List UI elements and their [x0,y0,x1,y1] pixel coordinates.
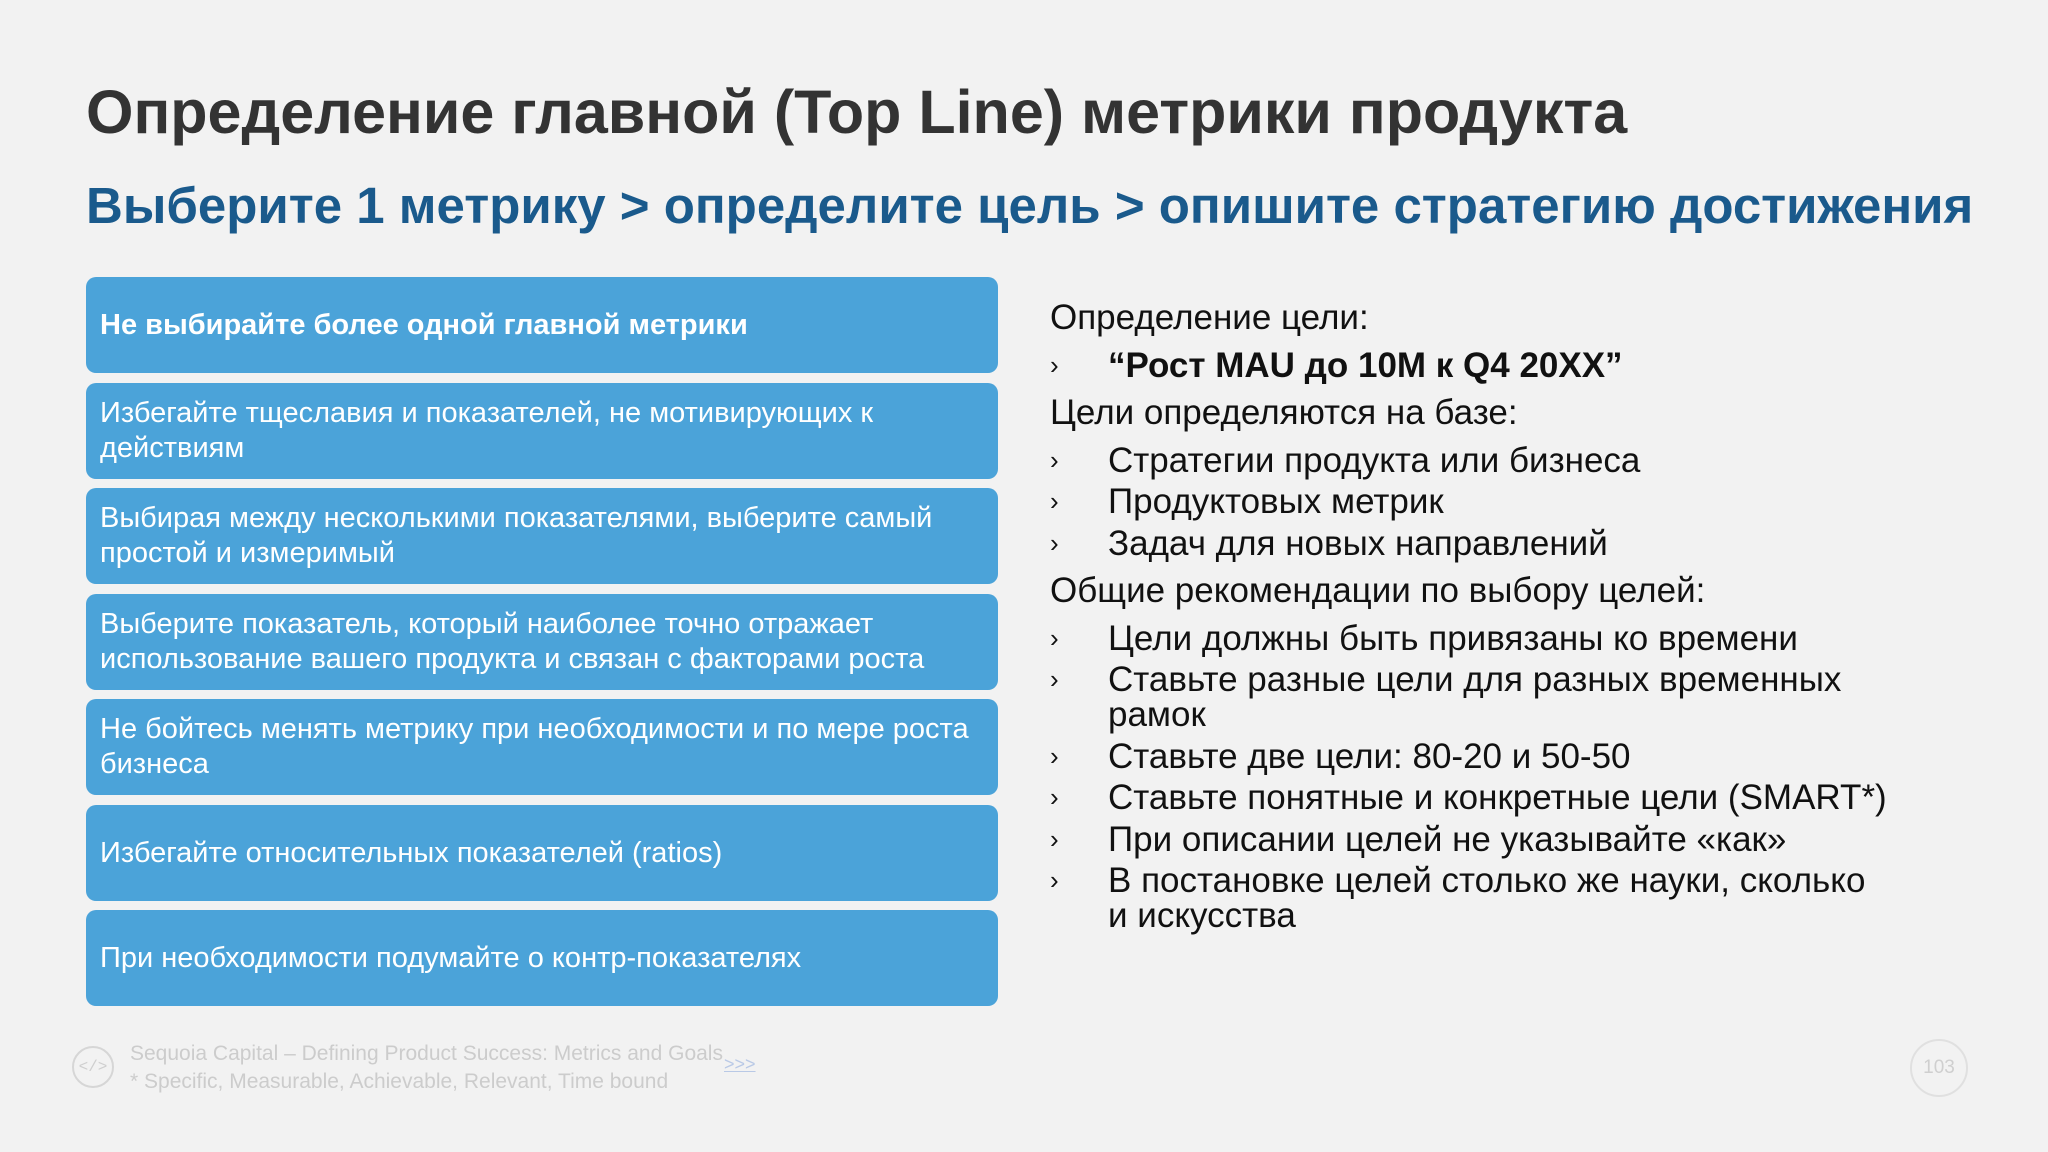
footer-sources [130,1040,723,1096]
chevron-right-icon: › [1050,349,1059,380]
goal-example-item [1050,345,2000,385]
guideline-box-line: Избегайте тщеславия и показателей, не мотивирующих к [100,397,874,429]
guideline-box-line: использование вашего продукта и связан с факторами роста [100,643,925,675]
guideline-box-avoid-ratios [86,805,998,901]
source-link[interactable]: >>> [724,1054,756,1074]
chevron-right-icon: › [1050,782,1059,812]
bullet-text-continued: и искусства [1108,896,1296,935]
guideline-box-counter-metrics [86,910,998,1006]
guideline-box-line: При необходимости подумайте о контр-показателях [100,941,802,974]
chevron-right-icon: › [1050,823,1059,854]
section-heading-goal-definition: Определение цели: [1050,298,1369,337]
bullet-text: Ставьте понятные и конкретные цели (SMART*) [1108,778,1887,817]
bullet-text: Стратегии продукта или бизнеса [1108,440,1641,480]
chevron-right-icon: › [1050,486,1059,516]
guideline-box-line: Не бойтесь менять метрику при необходимости и по мере роста [100,713,969,745]
chevron-right-icon: › [1050,740,1059,771]
bullet-text: При описании целей не указывайте «как» [1108,819,1787,859]
guideline-box-growth-factors [86,594,998,690]
recommendation-item [1050,618,2000,658]
guideline-box-line: Выберите показатель, который наиболее точно отражает [100,608,874,640]
chevron-right-icon: › [1050,444,1059,475]
chevron-right-icon: › [1050,527,1059,558]
basis-item [1050,523,2000,563]
bullet-text: Цели должны быть привязаны ко времени [1108,618,1798,658]
goals-panel [1050,294,2000,940]
guideline-box-simplest-metric [86,488,998,584]
recommendation-item [1050,819,2000,859]
chevron-right-icon: › [1050,865,1059,895]
recommendation-item [1050,780,2000,815]
guideline-box-line: Выбирая между несколькими показателями, выберите самый [100,502,933,534]
page-number: 103 [1910,1039,1968,1097]
basis-item [1050,440,2000,480]
guideline-box-single-metric [86,277,998,373]
page-subtitle: Выберите 1 метрику > определите цель > опишите стратегию достижения [86,177,1974,234]
code-icon: </> [72,1046,114,1088]
guideline-box-avoid-vanity [86,383,998,479]
page-title: Определение главной (Top Line) метрики продукта [86,78,1628,146]
section-heading-goal-basis: Цели определяются на базе: [1050,393,1518,432]
recommendation-item [1050,736,2000,776]
bullet-text: Ставьте разные цели для разных временных [1108,660,1842,699]
bullet-text: В постановке целей столько же науки, сколько [1108,861,1866,900]
source-citation: Sequoia Capital – Defining Product Success: Metrics and Goals [130,1042,723,1065]
guideline-box-line: бизнеса [100,748,209,780]
recommendation-item [1050,863,2000,933]
bullet-text: “Рост MAU до 10M к Q4 20XX” [1108,345,1623,385]
chevron-right-icon: › [1050,622,1059,653]
guideline-box-line: простой и измеримый [100,537,395,569]
bullet-text: Продуктовых метрик [1108,482,1444,521]
smart-footnote: * Specific, Measurable, Achievable, Relevant, Time bound [130,1070,669,1093]
recommendation-item [1050,662,2000,732]
guideline-box-line: Не выбирайте более одной главной метрики [100,308,748,341]
guideline-box-line: действиям [100,432,245,464]
bullet-text-continued: рамок [1108,695,1206,734]
section-heading-recommendations: Общие рекомендации по выбору целей: [1050,571,1706,610]
chevron-right-icon: › [1050,664,1059,694]
basis-item [1050,484,2000,519]
guideline-box-line: Избегайте относительных показателей (ratios) [100,836,723,869]
guideline-box-change-metric [86,699,998,795]
bullet-text: Ставьте две цели: 80-20 и 50-50 [1108,736,1631,776]
bullet-text: Задач для новых направлений [1108,523,1608,563]
